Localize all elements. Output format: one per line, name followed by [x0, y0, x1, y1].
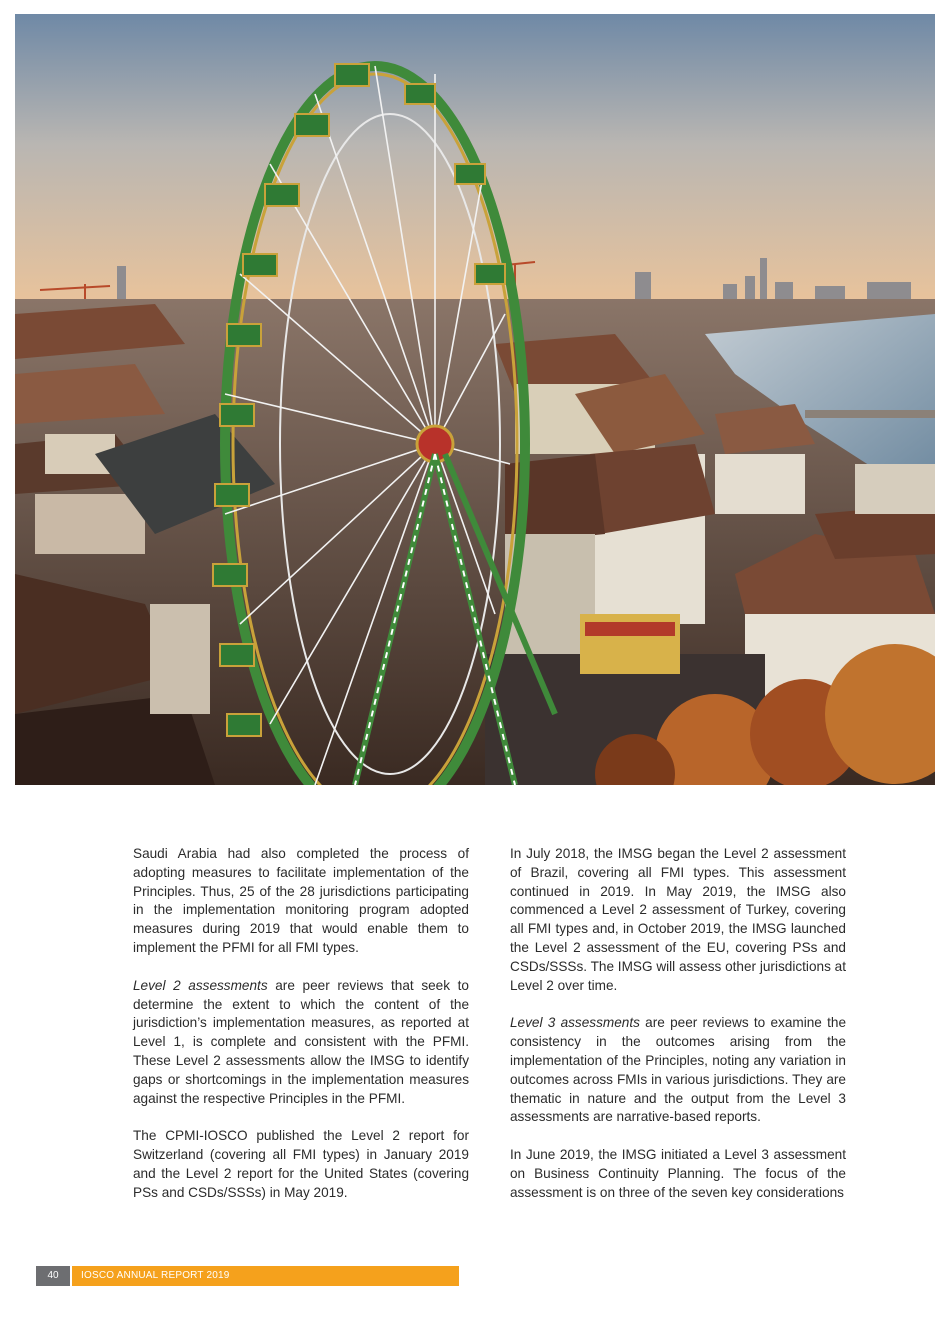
- level-3-term: Level 3 assessments: [510, 1015, 640, 1031]
- page-number: 40: [36, 1266, 70, 1286]
- right-text-column: [510, 845, 846, 1222]
- left-text-column: [133, 845, 469, 1222]
- right-paragraph-2: [510, 1014, 846, 1127]
- report-title-bar: IOSCO ANNUAL REPORT 2019: [72, 1266, 459, 1286]
- level-3-description: are peer reviews to examine the consistency in the outcomes arising from the implementation of the Principles, noting any variation in outcomes across FMIs in various jurisdictions. They are thematic in nature and the output from the Level 3 assessments are narrative-based reports.: [510, 1015, 846, 1125]
- left-paragraph-1: Saudi Arabia had also completed the process of adopting measures to facilitate implementation of the Principles. Thus, 25 of the 28 jurisdictions participating in the implementation monitoring program adopted measures during 2019 that would enable them to implement the PFMI for all FMI types.: [133, 846, 469, 955]
- left-paragraph-2: [133, 977, 469, 1109]
- right-paragraph-1: In July 2018, the IMSG began the Level 2 assessment of Brazil, covering all FMI types. This assessment continued in 2019. In May 2019, the IMSG also commenced a Level 2 assessment of Turkey, covering all FMI types and, in October 2019, the IMSG launched the Level 2 assessment of the EU, covering PSs and CSDs/SSSs. The IMSG will assess other jurisdictions at Level 2 over time.: [510, 846, 846, 993]
- level-2-term: Level 2 assessments: [133, 977, 268, 993]
- right-paragraph-3: In June 2019, the IMSG initiated a Level 3 assessment on Business Continuity Planning. The focus of the assessment is on three of the seven key considerations: [510, 1147, 846, 1200]
- left-paragraph-3: The CPMI-IOSCO published the Level 2 report for Switzerland (covering all FMI types) in January 2019 and the Level 2 report for the United States (covering PSs and CSDs/SSSs) in May 2019.: [133, 1128, 469, 1200]
- level-2-description: are peer reviews that seek to determine the extent to which the content of the jurisdiction’s implementation measures, as reported at Level 1, is complete and consistent with the PFMI. These Level 2 assessments allow the IMSG to identify gaps or shortcomings in the implementation measures against the respective Principles in the PFMI.: [133, 977, 469, 1106]
- bridge: [805, 410, 935, 418]
- ferris-wheel-photo: [15, 14, 935, 785]
